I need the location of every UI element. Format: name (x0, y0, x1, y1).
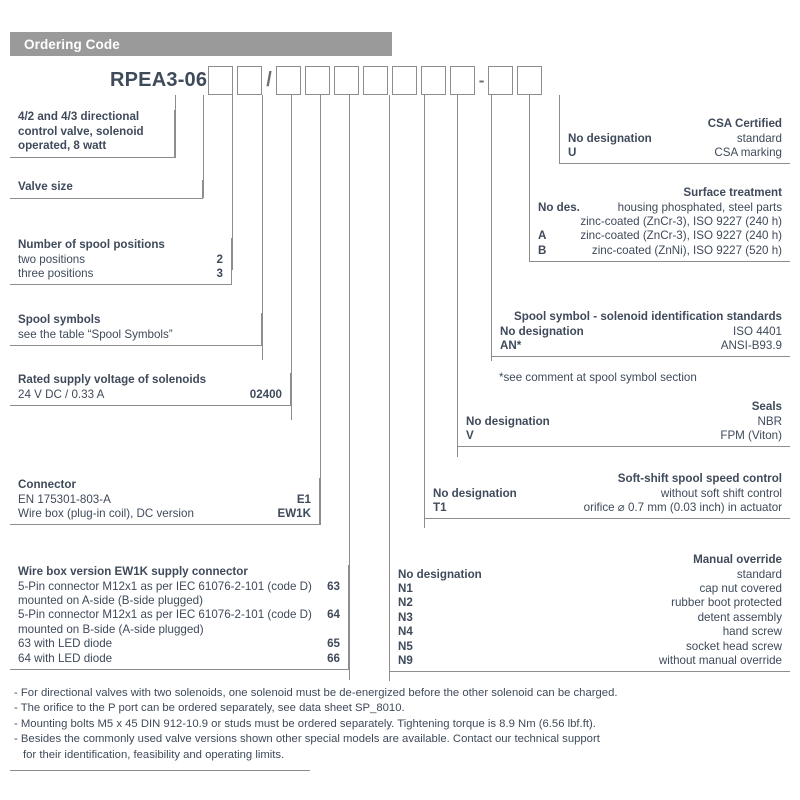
row-label: detent assembly (697, 610, 782, 624)
block-valve-type-line3: operated, 8 watt (18, 139, 107, 153)
block-valve-type-line1: 4/2 and 4/3 directional (18, 110, 140, 123)
block-manual-override (389, 553, 790, 672)
row-label: 5-Pin connector M12x1 as per IEC 61076-2-101 (code D) (18, 608, 312, 622)
leader-stem-prefix (175, 95, 176, 158)
table-row (398, 596, 782, 610)
code-box-8[interactable] (421, 66, 446, 95)
row-label: two positions (18, 252, 86, 266)
table-row (466, 415, 782, 429)
row-code: 63 (327, 579, 340, 593)
block-valve-type-line2: control valve, solenoid (18, 124, 144, 138)
row-code: 65 (327, 637, 340, 651)
row-label: cap nut covered (699, 582, 782, 595)
row-code: No des. (538, 200, 580, 214)
row-code: No designation (433, 486, 517, 500)
block-wire-box-version-heading: Wire box version EW1K supply connector (18, 565, 248, 578)
block-spool-positions-heading: Number of spool positions (18, 238, 165, 251)
row-code: 02400 (249, 387, 282, 401)
row-label: hand screw (722, 625, 782, 639)
code-box-6[interactable] (363, 66, 388, 95)
row-label: without manual override (658, 654, 782, 668)
table-row (18, 608, 340, 622)
table-row (398, 568, 782, 582)
table-row (568, 146, 782, 160)
row-label: orifice ⌀ 0.7 mm (0.03 inch) in actuator (583, 501, 782, 514)
row-label: 24 V DC / 0.33 A (18, 387, 105, 401)
code-box-3[interactable] (276, 66, 301, 95)
row-label: 5-Pin connector M12x1 as per IEC 61076-2-101 (code D) (18, 579, 312, 593)
row-code: No designation (398, 567, 482, 581)
leader-stem-box6 (349, 95, 350, 680)
code-box-10[interactable] (488, 66, 513, 95)
table-row (18, 507, 311, 521)
table-row (18, 267, 223, 281)
row-label: housing phosphated, steel parts (617, 200, 782, 214)
table-row (433, 501, 782, 515)
row-code: N5 (398, 639, 413, 653)
block-soft-shift (424, 472, 790, 519)
code-separator-slash: / (266, 69, 272, 91)
block-seals (457, 400, 790, 447)
table-row (18, 388, 282, 402)
page-title: Ordering Code (24, 36, 120, 52)
row-label: 63 with LED diode (18, 637, 113, 651)
row-label: ANSI-B93.9 (720, 339, 782, 352)
row-label: mounted on A-side (B-side plugged) (18, 594, 203, 607)
block-wire-box-version (10, 565, 349, 670)
table-row (18, 328, 253, 342)
block-spool-symbol-standards-heading: Spool symbol - solenoid identification standards (514, 310, 782, 323)
code-prefix: RPEA3-06 (110, 69, 208, 91)
row-code: No designation (466, 414, 550, 428)
code-box-2[interactable] (237, 66, 262, 95)
leader-stem-box2 (232, 95, 233, 270)
row-code: No designation (568, 131, 652, 145)
table-row (398, 582, 782, 596)
block-connector-heading: Connector (18, 478, 76, 491)
row-label: standard (736, 131, 782, 145)
row-label: three positions (18, 267, 94, 280)
block-surface-treatment-heading: Surface treatment (683, 186, 782, 199)
footnote-item: - For directional valves with two solenoids, one solenoid must be de-energized before the other solenoid can be charged. (14, 687, 618, 699)
table-row (18, 580, 340, 594)
row-code: N4 (398, 625, 413, 639)
table-row (398, 654, 782, 668)
block-spool-positions (10, 238, 232, 285)
row-code: N9 (398, 654, 413, 668)
block-connector (10, 478, 320, 525)
row-label: mounted on B-side (A-side plugged) (18, 622, 204, 636)
code-box-9[interactable] (450, 66, 475, 95)
table-row (538, 244, 782, 258)
table-row (18, 637, 340, 651)
row-label: NBR (757, 414, 782, 428)
row-label: zinc-coated (ZnCr-3), ISO 9227 (240 h) (580, 229, 782, 243)
block-seals-heading: Seals (751, 400, 782, 413)
ordering-code-row (110, 66, 546, 96)
code-box-4[interactable] (305, 66, 330, 95)
row-label: FPM (Viton) (720, 429, 782, 442)
table-row (18, 493, 311, 507)
block-spool-symbols (10, 313, 262, 346)
code-box-7[interactable] (392, 66, 417, 95)
block-manual-override-heading: Manual override (693, 553, 782, 566)
table-row (538, 229, 782, 243)
row-code: N1 (398, 582, 413, 595)
row-label: CSA marking (714, 146, 782, 159)
table-row (466, 429, 782, 443)
table-row (500, 339, 782, 353)
leader-stem-box1 (203, 95, 204, 198)
row-label: zinc-coated (ZnNi), ISO 9227 (520 h) (591, 243, 782, 257)
row-label: standard (736, 567, 782, 581)
section-header-bar (10, 32, 392, 56)
row-code: AN* (500, 339, 522, 352)
row-label: ISO 4401 (733, 324, 782, 338)
block-spool-symbol-standards (491, 310, 790, 357)
row-code: U (568, 146, 577, 159)
table-row (568, 132, 782, 146)
row-label: Wire box (plug-in coil), DC version (18, 507, 194, 520)
row-code: No designation (500, 324, 584, 338)
row-label: socket head screw (685, 639, 782, 653)
row-code: V (466, 429, 474, 442)
code-box-5[interactable] (334, 66, 359, 95)
block-valve-size-heading: Valve size (18, 180, 73, 193)
row-label: EN 175301-803-A (18, 492, 111, 506)
row-label: without soft shift control (660, 486, 782, 500)
table-row (18, 623, 340, 637)
table-row (18, 594, 340, 608)
row-code: 66 (327, 651, 340, 665)
table-row (433, 487, 782, 501)
row-code: 64 (327, 608, 340, 622)
footnote-item: - The orifice to the P port can be ordered separately, see data sheet SP_8010. (14, 702, 405, 715)
row-label: see the table “Spool Symbols” (18, 327, 173, 341)
table-row (398, 611, 782, 625)
leader-stem-box5 (320, 95, 321, 525)
row-code: 2 (216, 252, 223, 266)
block-soft-shift-heading: Soft-shift spool speed control (617, 472, 782, 485)
footnotes (14, 686, 714, 763)
table-row (398, 625, 782, 639)
row-code: B (538, 243, 547, 257)
footnote-item: for their identification, feasibility and operating limits. (23, 748, 285, 761)
row-code: A (538, 229, 547, 243)
code-separator-dash: - (478, 71, 485, 90)
row-code: T1 (433, 501, 447, 514)
table-row (398, 640, 782, 654)
code-box-1[interactable] (208, 66, 233, 95)
row-label: zinc-coated (ZnCr-3), ISO 9227 (240 h) (580, 215, 782, 228)
table-row (500, 325, 782, 339)
footnote-item: - Besides the commonly used valve versions shown other special models are available. Contact our technical support (14, 733, 600, 746)
row-label: rubber boot protected (671, 596, 782, 610)
table-row (18, 253, 223, 267)
block-rated-voltage-heading: Rated supply voltage of solenoids (18, 373, 207, 386)
row-code: 3 (216, 267, 223, 280)
table-row (538, 215, 782, 229)
block-csa-certified-heading: CSA Certified (707, 117, 782, 130)
footnote-item: - Mounting bolts M5 x 45 DIN 912-10.9 or studs must be ordered separately. Tightening torque is 8.9 Nm (6.56 lbf.ft). (14, 717, 596, 730)
code-box-11[interactable] (517, 66, 542, 95)
row-code: N2 (398, 596, 413, 610)
row-code: EW1K (277, 507, 311, 520)
spool-symbol-footnote: *see comment at spool symbol section (499, 371, 697, 384)
bottom-divider (10, 770, 310, 771)
table-row (18, 652, 340, 666)
block-surface-treatment (529, 186, 790, 262)
block-spool-symbols-heading: Spool symbols (18, 313, 101, 326)
leader-stem-box3 (262, 95, 263, 360)
leader-stem-box4 (291, 95, 292, 420)
row-code: N3 (398, 610, 413, 624)
table-row (538, 201, 782, 215)
block-valve-type (10, 110, 175, 158)
leader-stem-box8 (424, 95, 425, 528)
block-rated-voltage (10, 373, 291, 406)
block-valve-size (10, 180, 203, 199)
row-label: 64 with LED diode (18, 651, 113, 665)
block-csa-certified (559, 117, 790, 164)
row-code: E1 (296, 492, 311, 506)
